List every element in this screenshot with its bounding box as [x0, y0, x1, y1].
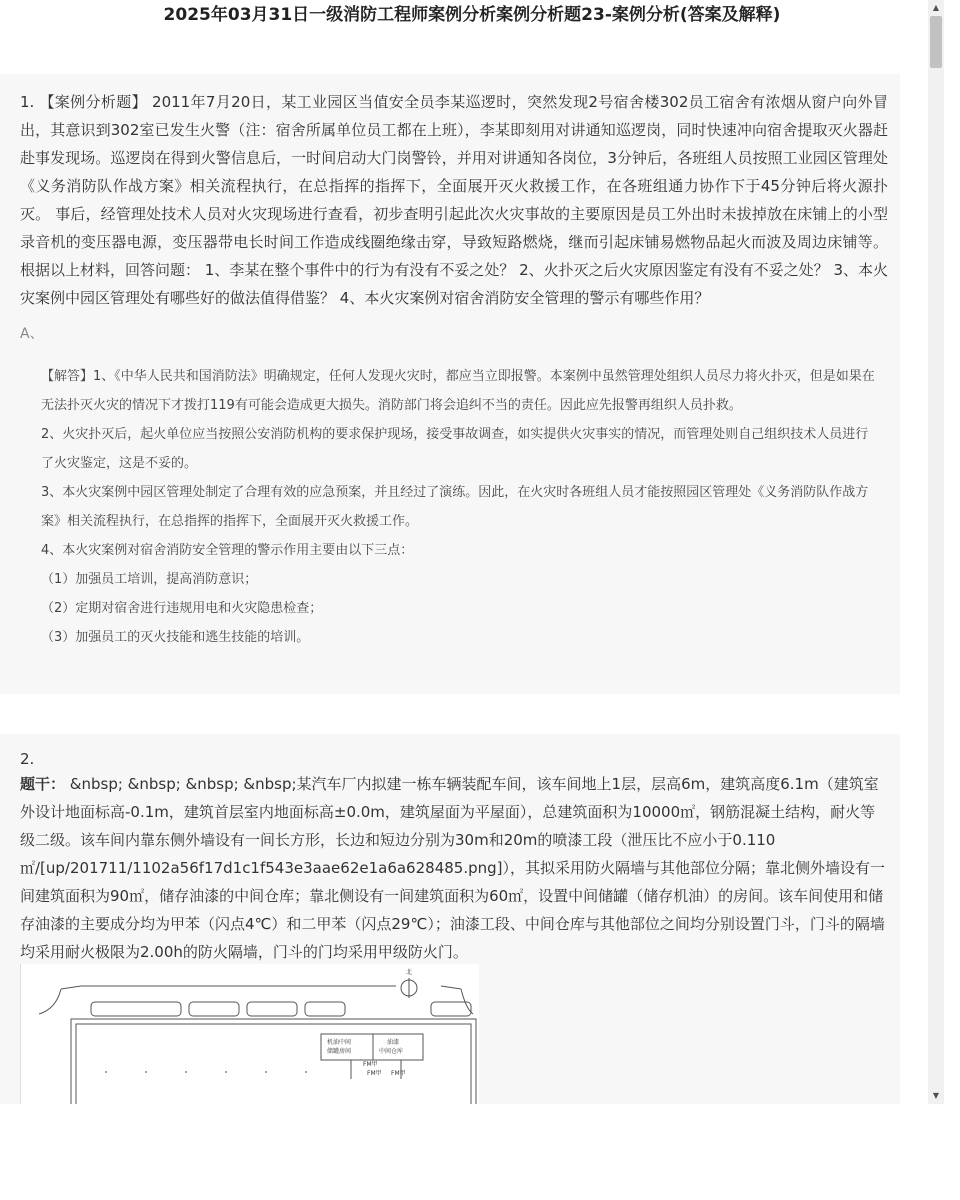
- answer-line-4: 4、本火灾案例对宿舍消防安全管理的警示作用主要由以下三点：: [41, 543, 414, 558]
- door-label-2: FM甲: [367, 1070, 382, 1077]
- answer-line-2: 2、火灾扑灭后，起火单位应当按照公安消防机构的要求保护现场，接受事故调查，如实提供火灾事实的情况，而管理处则自己组织技术人员进行了火灾鉴定，这是不妥的。: [41, 427, 869, 471]
- question-2-number: 2.: [20, 750, 35, 768]
- answer-line-6: （2）定期对宿舍进行违规用电和火灾隐患检查；: [41, 601, 323, 616]
- scroll-up-arrow-icon[interactable]: ▲: [932, 3, 940, 12]
- door-label-1: FM甲: [363, 1061, 378, 1068]
- room-1-label-b: 储罐房间: [327, 1048, 352, 1055]
- answer-line-5: （1）加强员工培训，提高消防意识；: [41, 572, 258, 587]
- floor-plan-figure: [20, 964, 479, 1104]
- answer-line-1: 【解答】1、《中华人民共和国消防法》明确规定，任何人发现火灾时，都应当立即报警。本案例中虽然管理处组织人员尽力将火扑灭，但是如果在无法扑灭火灾的情况下才拨打119有可能会造成更大损失。消防部门将会追纠不当的责任。因此应先报警再组织人员扑救。: [41, 369, 875, 413]
- answer-line-3: 3、本火灾案例中园区管理处制定了合理有效的应急预案，并且经过了演练。因此，在火灾时各班组人员才能按照园区管理处《义务消防队作战方案》相关流程执行，在总指挥的指挥下，全面展开灭火救援工作。: [41, 485, 869, 529]
- room-1-label-a: 机油中间: [327, 1039, 352, 1046]
- room-2-label-b: 中间仓库: [379, 1048, 404, 1055]
- north-label: 北: [406, 969, 413, 976]
- option-a[interactable]: A、: [20, 326, 44, 342]
- question-card-2: [0, 734, 900, 1104]
- stem-label: 题干：: [20, 775, 66, 793]
- answer-block: [0, 346, 900, 652]
- question-2-text: [0, 770, 900, 966]
- page-title: 2025年03月31日一级消防工程师案例分析案例分析题23-案例分析(答案及解释): [163, 5, 781, 25]
- question-2-body: &nbsp; &nbsp; &nbsp; &nbsp;某汽车厂内拟建一栋车辆装配车间，该车间地上1层，层高6m，建筑高度6.1m（建筑室外设计地面标高-0.1m，建筑首层室内地面标高±0.0m，建筑屋面为平屋面），总建筑面积为10000㎡，钢筋混凝土结构，耐火等级二级。该车间内靠东侧外墙设有一间长方形，长边和短边分别为30m和20m的喷漆工段（泄压比不应小于0.110㎡/[up/201711/1102a56f17d1c1f543e3aae62e1a6a628485.png]），其拟采用防火隔墙与其他部位分隔；靠北侧外墙设有一间建筑面积为90㎡，储存油漆的中间仓库；靠北侧设有一间建筑面积为60㎡，设置中间储罐（储存机油）的房间。该车间使用和储存油漆的主要成分均为甲苯（闪点4℃）和二甲苯（闪点29℃）；油漆工段、中间仓库与其他部位之间均分别设置门斗，门斗的隔墙均采用耐火极限为2.00h的防火隔墙，门斗的门均采用甲级防火门。: [20, 775, 885, 961]
- question-card-1: [0, 74, 900, 694]
- question-1-number: 1.: [20, 93, 35, 111]
- scroll-thumb[interactable]: [930, 16, 942, 68]
- answer-line-7: （3）加强员工的灭火技能和逃生技能的培训。: [41, 630, 310, 645]
- floor-plan-drawing: [21, 964, 479, 1104]
- door-label-3: FM甲: [391, 1070, 406, 1077]
- question-1-body: 【案例分析题】 2011年7月20日，某工业园区当值安全员李某巡逻时，突然发现2号宿舍楼302员工宿舍有浓烟从窗户向外冒出，其意识到302室已发生火警（注：宿舍所属单位员工都在上班），李某即刻用对讲通知巡逻岗，同时快速冲向宿舍提取灭火器赶赴事发现场。巡逻岗在得到火警信息后，一时间启动大门岗警铃，并用对讲通知各岗位，3分钟后，各班组人员按照工业园区管理处《义务消防队作战方案》相关流程执行，在总指挥的指挥下，全面展开灭火救援工作，在各班组通力协作下于45分钟后将火源扑灭。 事后，经管理处技术人员对火灾现场进行查看，初步查明引起此次火灾事故的主要原因是员工外出时未拔掉放在床铺上的小型录音机的变压器电源，变压器带电长时间工作造成线圈绝缘击穿，导致短路燃烧，继而引起床铺易燃物品起火而波及周边床铺等。 根据以上材料，回答问题： 1、李某在整个事件中的行为有没有不妥之处？ 2、火扑灭之后火灾原因鉴定有没有不妥之处？ 3、本火灾案例中园区管理处有哪些好的做法值得借鉴？ 4、本火灾案例对宿舍消防安全管理的警示有哪些作用？: [20, 93, 888, 307]
- vertical-scrollbar[interactable]: [928, 0, 944, 1104]
- scroll-down-arrow-icon[interactable]: ▼: [932, 1091, 940, 1100]
- question-1-text: [0, 74, 900, 312]
- room-2-label-a: 油漆: [387, 1039, 400, 1046]
